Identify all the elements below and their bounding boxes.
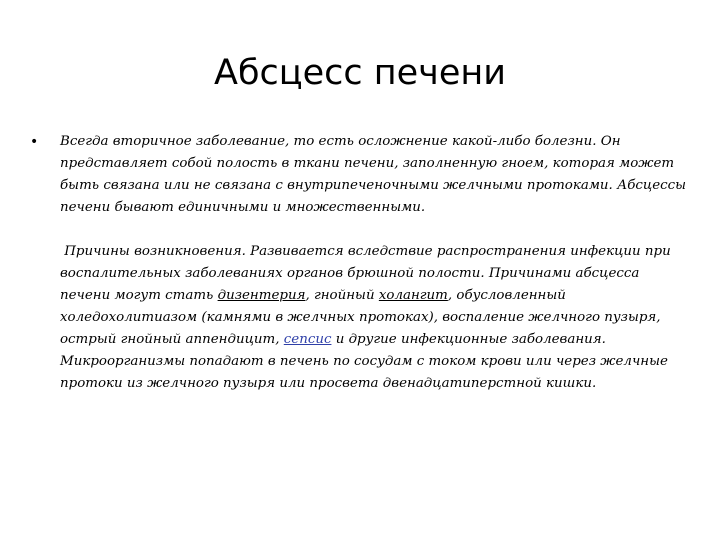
slide-body	[60, 131, 690, 395]
causes-text-middle-2: , обусловленный холедохолитиазом (камнями в желчных протоках), воспаление желчного пузыря, острый гнойный аппендицит,	[60, 288, 661, 347]
slide-title: Абсцесс печени	[214, 53, 506, 93]
link-cholangitis[interactable]: холангит	[378, 288, 448, 303]
causes-text-end: и другие инфекционные заболевания. Микроорганизмы попадают в печень по сосудам с током крови или через желчные протоки из желчного пузыря или просвета двенадцатиперстной кишки.	[60, 332, 668, 391]
link-sepsis[interactable]: сепсис	[283, 332, 332, 347]
paragraph-definition: Всегда вторичное заболевание, то есть осложнение какой-либо болезни. Он представляет собой полость в ткани печени, заполненную гноем, которая может быть связана или не связана с внутрипеченочными желчными протоками. Абсцессы печени бывают единичными и множественными.	[60, 134, 687, 215]
paragraph-spacer	[60, 219, 690, 241]
link-dysentery[interactable]: дизентерия	[217, 288, 306, 303]
causes-text-intro: Причины возникновения. Развивается вследствие распространения инфекции при воспалительных заболеваниях органов брюшной полости. Причинами абсцесса печени могут стать	[60, 244, 671, 303]
paragraph-causes	[60, 241, 690, 395]
bullet-marker: •	[30, 134, 39, 150]
causes-text-middle-1: , гнойный	[305, 288, 379, 303]
